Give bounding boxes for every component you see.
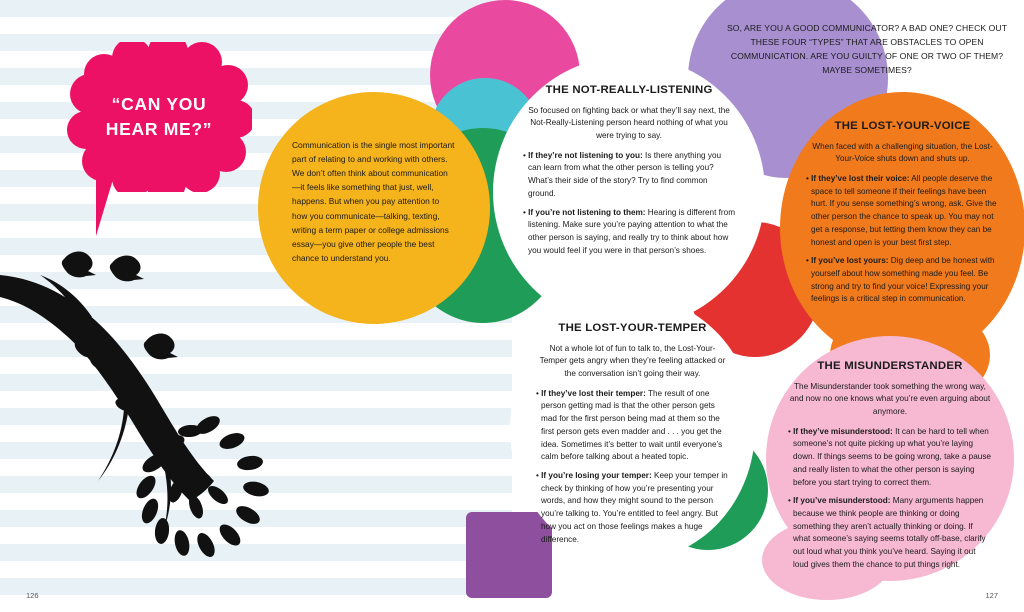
list-item: • If you’re losing your temper: Keep your temper in check by thinking of how you’re presenting your words, and how they might sound to the person you’re talking to. You’re entitled to feel angry. But how you act on those feelings makes a huge difference. — [536, 471, 728, 544]
bubble-intro-body: Communication is the single most important part of relating to and working with others. We don’t often think about communication—it feels like something that just, well, happens. But when you pay attention to how you communicate—talking, texting, writing a term paper or college admissions essay—you give other people the best chance to understand you. — [292, 140, 455, 263]
bubble-not-listening-title: THE NOT-REALLY-LISTENING — [545, 84, 713, 96]
burst-title — [66, 42, 252, 192]
list-item: • If you’ve lost yours: Dig deep and be honest with yourself about how something made you feel. Be strong and try to find your voice! Expressing your feelings is a critical step in communication. — [806, 256, 995, 304]
point-text: Many arguments happen because we think people are thinking or doing something they aren’t actually thinking or doing. If what someone’s saying seems totally off-base, clarify out loud what you think you’ve heard. Saying it out loud gives them the chance to put things right. — [793, 496, 986, 569]
point-lead: If they’ve lost their temper: — [541, 388, 646, 398]
bubble-intro — [258, 92, 490, 324]
point-lead: If they’ve lost their voice: — [811, 174, 910, 184]
tree-illustration — [0, 245, 330, 575]
bubble-misunderstander-title: THE MISUNDERSTANDER — [817, 360, 963, 372]
list-item: • If they’ve lost their voice: All people deserve the space to tell someone if their feelings have been hurt. If you sense something’s wrong, ask. Give the other person the chance to speak up. You may not get a response, but letting them know they can be honest and open is your best first step. — [806, 174, 997, 247]
page-number-left: 126 — [26, 591, 39, 600]
point-text: It can be hard to tell when someone’s not quite picking up what you’re laying down. If things seems to be going wrong, take a pause and really listen to what the other person is saying before you start trying to correct them. — [793, 426, 991, 487]
point-lead: If you’re losing your temper: — [541, 471, 652, 480]
page-number-right: 127 — [985, 591, 998, 600]
point-lead: If they’re not listening to you: — [528, 150, 643, 160]
point-text: Keep your temper in check by thinking of how you’re presenting your words, and how they might sound to the person you’re talking to. You’re entitled to feel angry. But how you act on those feelings makes a huge difference. — [541, 471, 728, 544]
list-item: • If you’re not listening to them: Hearing is different from listening. Make sure you’re paying attention to what the other person is saying, and really try to think about how you would feel if you were in that person’s shoes. — [523, 207, 736, 255]
point-text: Dig deep and be honest with yourself about how something made you feel. Be strong and try to find your voice! Expressing your feelings is a critical step in communication. — [811, 256, 995, 304]
list-item: • If they’re not listening to you: Is there anything you can learn from what the other person is telling you? What’s their side of the story? Try to find common ground. — [523, 150, 722, 198]
bubble-not-listening-intro: So focused on fighting back or what they’ll say next, the Not-Really-Listening person heard nothing of what you were trying to say. — [528, 105, 730, 141]
bubble-misunderstander — [766, 336, 1014, 581]
bubble-misunderstander-intro: The Misunderstander took something the wrong way, and now no one knows what you’re even arguing about anymore. — [789, 381, 991, 417]
bubble-not-really-listening — [493, 56, 765, 328]
bubble-lost-temper-intro: Not a whole lot of fun to talk to, the Lost-Your-Temper gets angry when they’re feeling attacked or the conversation isn’t going their way. — [539, 343, 726, 379]
point-lead: If you’re not listening to them: — [528, 207, 646, 217]
bubble-lost-your-voice — [780, 92, 1024, 364]
bubble-misunderstander-points — [788, 426, 992, 572]
burst-title-line1: “CAN YOU — [111, 93, 207, 114]
bubble-lost-voice-points — [806, 173, 999, 306]
bubble-lost-voice-title: THE LOST-YOUR-VOICE — [834, 120, 971, 132]
bubble-lost-temper-title: THE LOST-YOUR-TEMPER — [558, 322, 707, 334]
bubble-lost-temper-points — [536, 388, 729, 546]
intro-caption: SO, ARE YOU A GOOD COMMUNICATOR? A BAD ONE? CHECK OUT THESE FOUR “TYPES” THAT ARE OBSTACLES TO OPEN COMMUNICATION. ARE YOU GUILTY OF ONE OR TWO OF THEM? MAYBE SOMETIMES? — [726, 23, 1008, 75]
bubble-not-listening-points — [523, 150, 735, 258]
list-item: • If you’ve misunderstood: Many arguments happen because we think people are thinking or doing something they aren’t actually thinking or doing. If what someone’s saying seems totally off-base, clarify out loud what you think you’ve heard. Saying it out loud gives them the chance to put things right. — [788, 496, 986, 569]
list-item: • If they’ve misunderstood: It can be hard to tell when someone’s not quite picking up what you’re laying down. If things seems to be going wrong, take a pause and really listen to what the other person is saying before you start trying to correct them. — [788, 426, 991, 487]
list-item: • If they’ve lost their temper: The result of one person getting mad is that the other person gets mad for the first person being mad at them so the first person gets even madder and . . . you get the idea. Sometimes it’s better to wait until everyone’s calm before talking about a heated topic. — [536, 388, 723, 462]
point-lead: If you’ve misunderstood: — [793, 496, 891, 506]
point-text: Is there anything you can learn from what the other person is telling you? What’s their side of the story? Try to find common ground. — [528, 150, 722, 198]
burst-title-line2: HEAR ME?” — [105, 119, 213, 139]
point-text: All people deserve the space to tell someone if their feelings have been hurt. If you sense something’s wrong, ask. Give the other person the chance to speak up. You may not get a response, but letting them know they can be honest and open is your best first step. — [811, 174, 997, 247]
point-text: Hearing is different from listening. Make sure you’re paying attention to what the other person is saying, and really try to think about how you would feel if you were in that person’s shoes. — [528, 207, 736, 255]
point-lead: If they’ve misunderstood: — [793, 426, 893, 436]
point-lead: If you’ve lost yours: — [811, 256, 889, 266]
point-text: The result of one person getting mad is that the other person gets mad for the first person being mad at them so the first person gets even madder and . . . you get the idea. Sometimes it’s better to wait until everyone’s calm before talking about a heated topic. — [541, 388, 723, 462]
bubble-lost-voice-intro: When faced with a challenging situation, the Lost-Your-Voice shuts down and shuts up. — [812, 141, 993, 164]
bubble-lost-your-temper — [510, 296, 755, 561]
